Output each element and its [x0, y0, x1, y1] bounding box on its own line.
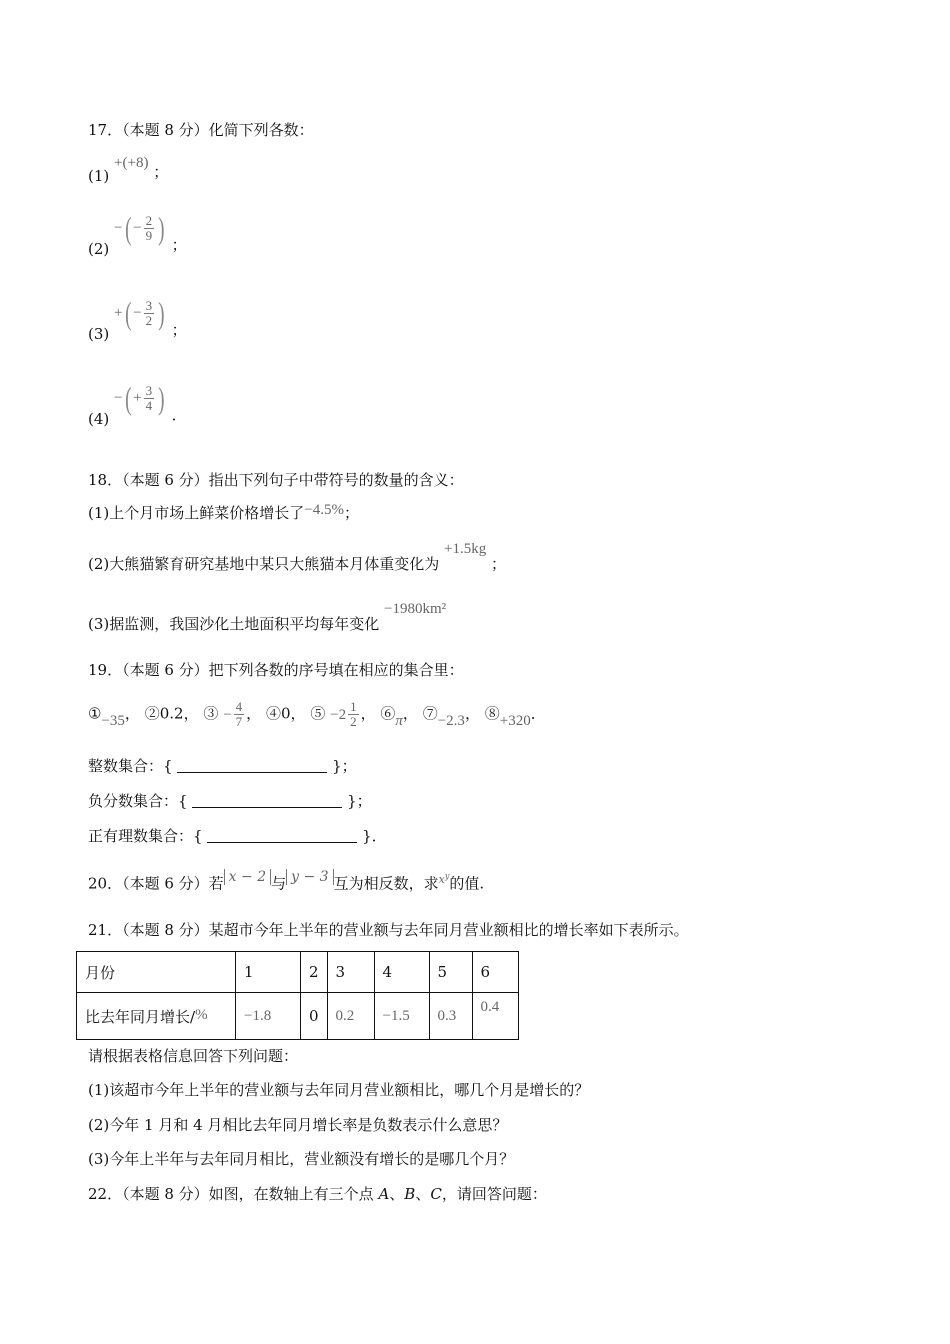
- question-text: 互为相反数，求: [333, 874, 439, 893]
- absolute-value: x − 2: [224, 869, 271, 885]
- circled-index: ③: [203, 704, 219, 723]
- left-paren: (: [124, 210, 132, 246]
- q17-header: 17．（本题 8 分）化简下列各数：: [88, 121, 314, 139]
- answer-blank[interactable]: [192, 793, 342, 808]
- number: −2.3: [437, 712, 465, 729]
- unit: %: [195, 1006, 208, 1023]
- circled-index: ⑥: [380, 704, 396, 723]
- right-paren: ): [158, 210, 165, 246]
- fraction: [348, 700, 359, 729]
- q17-item-2: [88, 210, 187, 258]
- circled-index: ⑦: [422, 704, 438, 723]
- expression: [114, 297, 167, 329]
- set-close: }．: [362, 827, 387, 845]
- expression: [114, 212, 167, 244]
- point-label: C: [430, 1185, 442, 1203]
- growth-rate-table: [76, 951, 519, 1040]
- right-paren: ): [158, 295, 165, 331]
- separator: 、: [389, 1185, 405, 1203]
- table-row: [77, 993, 519, 1040]
- table-cell: 5: [429, 952, 472, 993]
- power-expression: [439, 873, 450, 886]
- table-header-cell: 月份: [77, 952, 236, 993]
- q18-item-2: [88, 538, 507, 573]
- circled-index: ②: [144, 704, 160, 723]
- sentence: (3)据监测，我国沙化土地面积平均每年变化: [88, 615, 380, 633]
- table-cell: 0.2: [327, 993, 374, 1040]
- punctuation: ；: [171, 236, 187, 254]
- q19-positive-rational-set: [88, 826, 387, 846]
- sentence: (1)上个月市场上鲜菜价格增长了: [88, 504, 305, 522]
- q21-sub-question-2: (2)今年 1 月和 4 月相比去年同月增长率是负数表示什么意思？: [88, 1116, 508, 1134]
- number: 0: [280, 704, 291, 723]
- q21-sub-question-3: (3)今年上半年与去年同月相比，营业额没有增长的是哪几个月？: [88, 1150, 515, 1168]
- circled-index: ⑧: [484, 704, 500, 723]
- table-cell: 1: [236, 952, 301, 993]
- denominator: 2: [145, 312, 153, 328]
- separator: ，: [183, 704, 199, 723]
- set-label: 整数集合：{: [88, 757, 173, 775]
- set-label: 正有理数集合：{: [88, 827, 203, 845]
- q18-item-1: [88, 503, 359, 524]
- punctuation: ．: [530, 704, 546, 723]
- number: −35: [101, 712, 125, 729]
- separator: ，: [360, 704, 376, 723]
- number: π: [395, 712, 403, 729]
- question-text: 22．（本题 8 分）如图，在数轴上有三个点: [88, 1185, 379, 1203]
- inner-sign: −: [133, 220, 142, 236]
- separator: ，: [246, 704, 262, 723]
- q19-header: 19．（本题 6 分）把下列各数的序号填在相应的集合里：: [88, 661, 464, 679]
- numerator: 1: [350, 699, 357, 714]
- punctuation: ；: [171, 321, 187, 339]
- question-text: ，请回答问题：: [441, 1185, 547, 1203]
- q21-sub-question-1: (1)该超市今年上半年的营业额与去年同月营业额相比，哪几个月是增长的？: [88, 1081, 590, 1099]
- q21-header: 21．（本题 8 分）某超市今年上半年的营业额与去年同月营业额相比的增长率如下表所示。: [88, 921, 689, 939]
- denominator: 4: [145, 397, 153, 413]
- table-cell: 2: [301, 952, 328, 993]
- table-cell: 4: [374, 952, 429, 993]
- question-text: 20．（本题 6 分）若: [88, 874, 224, 893]
- circled-index: ④: [265, 704, 281, 723]
- item-label: (4): [88, 410, 110, 428]
- left-paren: (: [124, 380, 132, 416]
- separator: ，: [464, 704, 480, 723]
- set-close: }；: [332, 757, 357, 775]
- separator: ，: [402, 704, 418, 723]
- table-cell: 3: [327, 952, 374, 993]
- denominator: 2: [350, 714, 357, 729]
- table-row: [77, 952, 519, 993]
- item-label: (3): [88, 325, 110, 343]
- outer-sign: −: [114, 220, 123, 236]
- numerator: 3: [145, 382, 153, 398]
- q19-negative-fraction-set: [88, 791, 372, 811]
- q20-question: [88, 868, 485, 896]
- number: [223, 700, 246, 729]
- expression: +(+8): [114, 155, 149, 171]
- circled-index: ①: [88, 704, 102, 723]
- separator: ，: [124, 704, 140, 723]
- numerator: 4: [235, 699, 243, 714]
- answer-blank[interactable]: [207, 828, 357, 843]
- expression: [114, 382, 167, 414]
- outer-sign: −: [114, 390, 123, 406]
- power-base: x: [438, 872, 445, 886]
- numerator: 2: [145, 212, 153, 228]
- q22-header: [88, 1184, 547, 1204]
- item-label: (2): [88, 240, 110, 258]
- question-text: 与: [271, 874, 287, 893]
- table-cell: 0.4: [472, 993, 518, 1040]
- denominator: 7: [235, 714, 243, 729]
- fraction: [144, 299, 155, 328]
- table-cell: 0: [301, 993, 328, 1040]
- table-cell: −1.5: [374, 993, 429, 1040]
- q19-number-list: [88, 700, 546, 729]
- question-text: 的值.: [449, 874, 485, 893]
- row-label: 比去年同月增长/: [85, 1007, 196, 1026]
- signed-quantity: +1.5kg: [444, 541, 487, 557]
- outer-sign: +: [114, 305, 123, 321]
- point-label: A: [378, 1185, 390, 1203]
- circled-index: ⑤: [310, 704, 326, 723]
- signed-quantity: −4.5%: [304, 502, 344, 518]
- answer-blank[interactable]: [177, 758, 327, 773]
- inner-sign: −: [133, 305, 142, 321]
- inner-sign: +: [133, 390, 142, 406]
- fraction: [234, 700, 245, 729]
- punctuation: ；: [153, 163, 169, 181]
- item-label: (1): [88, 167, 110, 185]
- left-paren: (: [124, 295, 132, 331]
- set-close: }；: [347, 792, 372, 810]
- table-cell: −1.8: [236, 993, 301, 1040]
- q17-item-1: [88, 154, 169, 185]
- q18-item-3: [88, 598, 447, 633]
- sentence: (2)大熊猫繁育研究基地中某只大熊猫本月体重变化为: [88, 555, 440, 573]
- sign: −: [223, 706, 232, 723]
- fraction: [144, 384, 155, 413]
- q17-item-4: [88, 380, 187, 428]
- absolute-value: y − 3: [286, 869, 333, 885]
- right-paren: ): [158, 380, 165, 416]
- number: 0.2: [159, 704, 184, 723]
- whole-part: −2: [330, 706, 347, 723]
- q19-integer-set: [88, 756, 357, 776]
- signed-quantity: −1980km²: [384, 601, 447, 617]
- point-label: B: [404, 1185, 416, 1203]
- number: +320: [499, 712, 531, 729]
- power-exponent: y: [444, 871, 450, 880]
- numerator: 3: [145, 297, 153, 313]
- set-label: 负分数集合：{: [88, 792, 188, 810]
- q21-prompt: 请根据表格信息回答下列问题：: [88, 1047, 299, 1065]
- table-cell: 6: [472, 952, 518, 993]
- table-cell: 0.3: [429, 993, 472, 1040]
- punctuation: ；: [491, 555, 507, 573]
- q18-header: 18．（本题 6 分）指出下列句子中带符号的数量的含义：: [88, 471, 464, 489]
- separator: 、: [415, 1185, 431, 1203]
- table-header-cell: [77, 993, 236, 1040]
- q17-item-3: [88, 295, 187, 343]
- punctuation: ．: [171, 406, 187, 424]
- number: [330, 700, 360, 729]
- separator: ，: [290, 704, 306, 723]
- denominator: 9: [145, 227, 153, 243]
- punctuation: ；: [343, 504, 359, 522]
- fraction: [144, 214, 155, 243]
